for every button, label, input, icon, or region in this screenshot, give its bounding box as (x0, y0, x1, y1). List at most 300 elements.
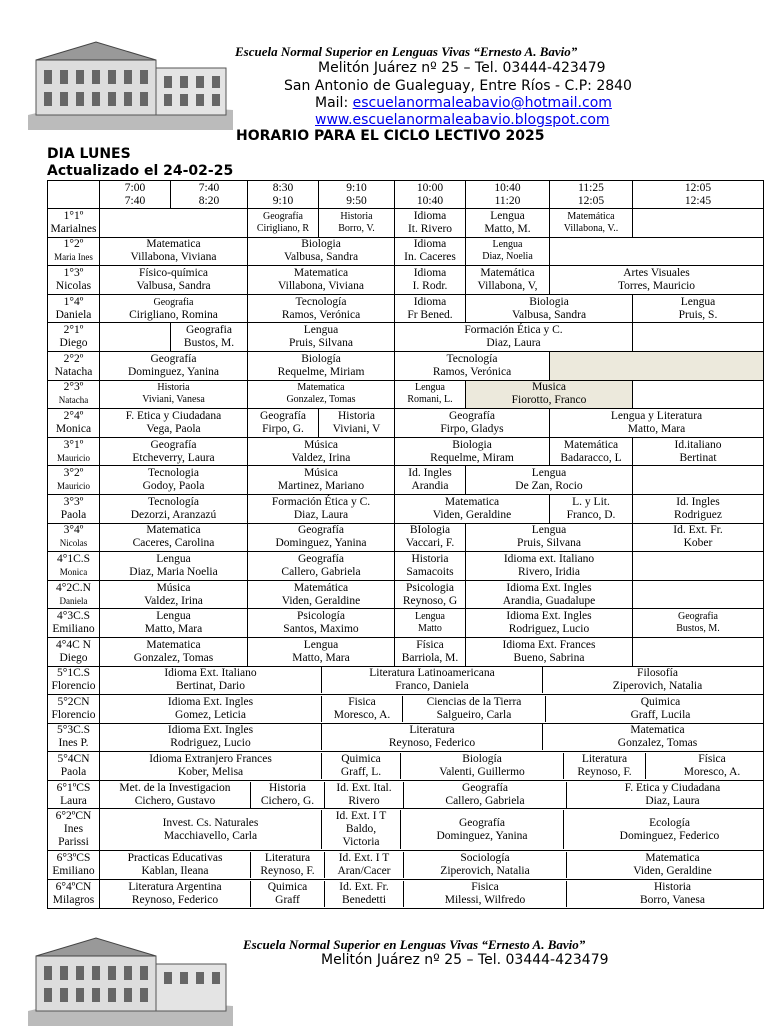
teacher: Ramos, Verónica (432, 365, 512, 378)
row-holder (100, 851, 764, 880)
day-heading (47, 146, 233, 180)
time-slot-header (550, 181, 633, 209)
subject: Geografia (678, 611, 718, 623)
teacher: Valbusa, Sandra (511, 308, 587, 321)
teacher: Villabona, V, (477, 279, 538, 292)
class-cell (646, 753, 764, 779)
subject: Formación Ética y C. (271, 495, 371, 508)
class-cell (395, 523, 466, 552)
course-cell (48, 209, 100, 238)
class-cell (248, 637, 395, 666)
teacher: Franco, Daniela (395, 680, 469, 693)
subject: Idioma Ext. Ingles (506, 581, 592, 594)
class-cell (248, 466, 395, 495)
class-cell (100, 266, 248, 295)
teacher: Cichero, G. (260, 794, 315, 807)
teacher: Romani, L. (407, 394, 453, 406)
class-cell (251, 852, 325, 878)
teacher: Torres, Mauricio (617, 279, 696, 292)
subject: Idioma Extranjero Frances (149, 753, 272, 766)
class-cell (550, 437, 633, 466)
class-cell (100, 323, 171, 352)
subject: Idioma Ext. Italiano (164, 667, 257, 680)
subject: Invest. Cs. Naturales (162, 816, 259, 829)
class-cell (322, 810, 401, 849)
subject: Id. Ext. Ital. (336, 781, 392, 794)
teacher: Viviani, Vanesa (142, 394, 205, 406)
preceptor-name: Florencio (51, 708, 96, 721)
subject: Matematica (293, 266, 349, 279)
teacher: Diaz, Laura (486, 337, 541, 350)
preceptor-name: Diego (59, 651, 88, 664)
teacher: Valdez, Irina (144, 594, 203, 607)
teacher: Matto, Mara (627, 422, 686, 435)
class-cell (248, 266, 395, 295)
class-cell (100, 523, 248, 552)
class-cell (395, 294, 466, 323)
class-cell (633, 323, 764, 352)
class-cell (248, 380, 395, 409)
teacher: Milessi, Wilfredo (444, 893, 526, 906)
class-cell (248, 552, 395, 581)
class-cell (100, 753, 322, 779)
subject: Matematica (645, 852, 700, 865)
subject: Matemática (293, 581, 349, 594)
slot-start: 10:40 (494, 181, 521, 194)
subject: Lengua (303, 324, 339, 337)
subject: Geografia (186, 324, 232, 337)
class-cell (248, 580, 395, 609)
class-cell (319, 209, 395, 238)
class-cell (564, 810, 764, 849)
class-cell (564, 753, 646, 779)
schedule-row (48, 380, 764, 409)
class-cell (633, 637, 764, 666)
class-cell (633, 294, 764, 323)
class-cell (567, 881, 764, 907)
subject: Ecología (649, 816, 690, 829)
course-cell (48, 294, 100, 323)
teacher: Callero, Gabriela (281, 565, 361, 578)
teacher: Vaccari, F. (405, 537, 455, 550)
course-code: 6°3ºCS (56, 852, 91, 865)
subject: Id.italiano (674, 438, 722, 451)
teacher: Fr Bened. (407, 308, 453, 321)
course-code: 3°2º (63, 467, 84, 480)
course-code: 5°3C.S (56, 724, 91, 737)
course-code: 4°4C N (56, 638, 91, 651)
schedule-row (48, 552, 764, 581)
course-cell (48, 466, 100, 495)
teacher: Rivero (348, 794, 380, 807)
teacher: Valdez, Irina (291, 451, 351, 464)
subject: Tecnologia (148, 467, 199, 480)
course-cell (48, 437, 100, 466)
class-cell (466, 552, 633, 581)
teacher: Arandia, Guadalupe (502, 594, 596, 607)
row-holder (100, 723, 764, 752)
mail-label: Mail: (315, 95, 353, 111)
subject: Idioma (413, 295, 447, 308)
slot-start: 10:00 (416, 181, 444, 194)
slot-end: 11:20 (494, 194, 521, 207)
class-cell (404, 852, 567, 878)
class-cell (100, 380, 248, 409)
preceptor-name: Monica (59, 566, 88, 577)
subject: Literatura (409, 724, 455, 737)
teacher: Cirigliano, Romina (129, 308, 218, 321)
class-cell (466, 266, 550, 295)
subject: Lengua (531, 524, 567, 537)
subject: Quimica (267, 880, 308, 893)
subject: Física (416, 638, 444, 651)
subject: Lengua (415, 611, 445, 623)
teacher: Viden, Geraldine (281, 594, 361, 607)
subject: Psicologia (406, 581, 454, 594)
teacher: Dezorzi, Aranzazú (130, 508, 217, 521)
subject: Lengua (680, 295, 716, 308)
footer-address: Melitón Juárez nº 25 – Tel. 03444-423479 (321, 952, 609, 968)
subject: Idioma Ext. Frances (502, 638, 596, 651)
course-code: 6°4ºCN (55, 880, 92, 893)
preceptor-name: Paola (60, 766, 87, 779)
subject: Id. Ext. Fr. (673, 524, 723, 537)
preceptor-name: Nicolas (55, 279, 92, 292)
class-cell (633, 380, 764, 409)
class-cell (401, 810, 564, 849)
class-cell (395, 409, 550, 438)
teacher: Badaracco, L (560, 451, 622, 464)
class-cell (550, 266, 764, 295)
teacher: It. Rivero (407, 222, 453, 235)
course-cell (48, 780, 100, 809)
teacher: Aran/Cacer (337, 865, 391, 878)
subject: Quimica (640, 695, 681, 708)
preceptor-name: Diego (59, 337, 88, 350)
subject: Historia (340, 210, 373, 222)
course-code: 4°2C.N (56, 581, 91, 594)
subject: Geografía (263, 210, 303, 222)
class-cell (633, 523, 764, 552)
course-cell (48, 351, 100, 380)
teacher: Dominguez, Federico (619, 829, 720, 842)
class-cell (567, 782, 764, 808)
row-inner (100, 881, 764, 907)
course-cell (48, 494, 100, 523)
course-code: 4°1C.S (56, 552, 91, 565)
subject: Idioma (413, 209, 447, 222)
teacher: Rodriguez, Lucio (170, 737, 251, 750)
class-cell (633, 209, 764, 238)
class-cell (395, 380, 466, 409)
teacher: Rodriguez, Lucio (508, 623, 590, 636)
schedule-row (48, 880, 764, 909)
subject: Biología (301, 352, 341, 365)
subject: Matematica (146, 638, 201, 651)
teacher: Gonzalez, Tomas (133, 651, 214, 664)
class-cell (322, 696, 403, 722)
subject: Tecnología (148, 495, 199, 508)
class-cell (550, 237, 764, 266)
subject: Música (304, 438, 338, 451)
teacher: Arandia (411, 480, 449, 493)
class-cell (100, 466, 248, 495)
class-cell (403, 696, 546, 722)
preceptor-name: Ines P. (58, 737, 89, 750)
subject: Geografía (462, 781, 508, 794)
row-holder (100, 809, 764, 851)
subject: Biologia (301, 238, 341, 251)
course-code: 3°1º (63, 438, 84, 451)
class-cell (248, 409, 319, 438)
schedule-row (48, 494, 764, 523)
class-cell (100, 724, 322, 750)
slot-end: 7:40 (124, 194, 146, 207)
subject: Geografía (150, 352, 197, 365)
subject: Geografía (459, 816, 505, 829)
teacher: Dominguez, Yanina (127, 365, 220, 378)
teacher: Reynoso, F. (260, 865, 315, 878)
time-header-row (48, 181, 764, 209)
teacher: Fiorotto, Franco (511, 394, 587, 407)
subject: Matematica (444, 495, 500, 508)
teacher: Diaz, Laura (645, 794, 700, 807)
class-cell (251, 881, 325, 907)
mail-link[interactable]: escuelanormaleabavio@hotmail.com (352, 95, 612, 111)
class-cell (100, 782, 251, 808)
teacher: Ziperovich, Natalia (440, 865, 530, 878)
teacher: Valenti, Guillermo (439, 766, 525, 779)
course-cell (48, 637, 100, 666)
school-name: Escuela Normal Superior en Lenguas Vivas “Ernesto A. Bavio” (235, 44, 578, 59)
subject: Biología (462, 753, 502, 766)
schedule-row (48, 209, 764, 238)
course-code: 2°1º (63, 324, 84, 337)
teacher: Requelme, Miram (430, 451, 514, 464)
class-cell (395, 552, 466, 581)
teacher: Macchiavello, Carla (163, 829, 258, 842)
subject: Artes Visuales (623, 266, 690, 279)
subject: F. Etica y Ciudadana (624, 781, 721, 794)
slot-start: 7:00 (124, 181, 146, 194)
day-label: DIA LUNES (47, 146, 131, 162)
teacher-2: Victoria (342, 836, 380, 849)
schedule-row (48, 723, 764, 752)
teacher: Valbusa, Sandra (283, 251, 359, 264)
preceptor-name: Ines (63, 823, 84, 836)
row-holder (100, 666, 764, 695)
teacher: Matto, Mara (144, 623, 203, 636)
class-cell (404, 881, 567, 907)
row-holder (100, 695, 764, 724)
time-slot-header (633, 181, 764, 209)
schedule-row (48, 437, 764, 466)
class-cell (100, 437, 248, 466)
slot-end: 12:45 (684, 194, 712, 207)
class-cell (251, 782, 325, 808)
row-inner (100, 782, 764, 808)
class-cell (395, 437, 550, 466)
subject: Historia (653, 880, 692, 893)
teacher: Viviani, V (332, 422, 381, 435)
class-cell (567, 852, 764, 878)
teacher: De Zan, Rocio (515, 480, 583, 493)
time-slot-header (248, 181, 319, 209)
class-cell (322, 753, 401, 779)
course-code: 2°4º (63, 409, 84, 422)
class-cell (100, 351, 248, 380)
schedule-row (48, 695, 764, 724)
preceptor-name: Laura (60, 794, 87, 807)
subject: Lengua y Literatura (610, 409, 703, 422)
slot-start: 7:40 (198, 181, 220, 194)
teacher: Matto (418, 623, 442, 635)
subject: Fisica (471, 880, 499, 893)
teacher: Dominguez, Yanina (436, 829, 528, 842)
course-code: 5°4CN (57, 753, 90, 766)
subject: Id. Ingles (676, 495, 720, 508)
class-cell (633, 580, 764, 609)
preceptor-name: Daniela (55, 308, 92, 321)
subject: Id. Ext. I T (338, 852, 390, 865)
subject: Físico-química (139, 266, 208, 279)
teacher: Pruis, Silvana (289, 337, 353, 350)
class-cell (466, 237, 550, 266)
slot-start: 12:05 (684, 181, 712, 194)
class-cell (100, 637, 248, 666)
row-inner (100, 753, 764, 779)
subject: Física (698, 753, 726, 766)
class-cell (543, 667, 764, 693)
subject: Lengua (531, 467, 567, 480)
class-cell (325, 852, 404, 878)
school-web (315, 112, 610, 128)
row-holder (100, 752, 764, 781)
preceptor-name: Mauricio (57, 452, 90, 463)
preceptor-name: Milagros (52, 893, 95, 906)
teacher: Pruis, Silvana (517, 537, 581, 550)
teacher: Gonzalez, Tomas (286, 394, 356, 406)
teacher: Gonzalez, Tomas (617, 737, 698, 750)
class-cell (100, 609, 248, 638)
class-cell (395, 266, 466, 295)
subject: Geografia (153, 296, 194, 308)
class-cell (319, 409, 395, 438)
teacher: Reynoso, Federico (131, 893, 219, 906)
subject: Historia (411, 552, 449, 565)
preceptor-name: Nicolas (59, 538, 88, 549)
course-cell (48, 323, 100, 352)
schedule-row (48, 637, 764, 666)
school-mail (315, 95, 612, 111)
course-cell (48, 851, 100, 880)
teacher: Bertinat, Dario (176, 680, 245, 693)
teacher: I. Rodr. (412, 279, 448, 292)
schedule-row (48, 266, 764, 295)
teacher: Salgueiro, Carla (436, 708, 512, 721)
subject: Matematica (146, 238, 201, 251)
schedule-row (48, 609, 764, 638)
class-cell (633, 466, 764, 495)
class-cell (395, 323, 633, 352)
subject: Psicología (297, 610, 345, 623)
subject: Geografía (150, 438, 197, 451)
subject: Musica (532, 381, 566, 394)
subject: Filosofía (637, 667, 678, 680)
class-cell (248, 237, 395, 266)
class-cell (466, 380, 633, 409)
course-cell (48, 695, 100, 724)
preceptor-name: Paola (60, 508, 87, 521)
teacher: Bertinat (679, 451, 717, 464)
teacher: Diaz, Laura (293, 508, 349, 521)
class-cell (404, 782, 567, 808)
course-cell (48, 723, 100, 752)
subject: Lengua (415, 382, 445, 394)
subject: Matemática (567, 210, 615, 222)
class-cell (395, 351, 550, 380)
subject: Historia (337, 409, 376, 422)
preceptor-name: Natacha (58, 395, 89, 406)
class-cell (100, 552, 248, 581)
subject: Historia (157, 382, 190, 394)
subject: Lengua (156, 610, 191, 623)
course-code: 1°3º (63, 266, 84, 279)
class-cell (100, 409, 248, 438)
teacher: Gomez, Leticia (175, 708, 246, 721)
class-cell (395, 609, 466, 638)
teacher: Matto, Mara (292, 651, 350, 664)
class-cell (248, 209, 319, 238)
updated-label: Actualizado el 24-02-25 (47, 163, 234, 179)
class-cell (322, 724, 543, 750)
preceptor-name: Emiliano (52, 623, 95, 636)
class-cell (466, 637, 633, 666)
class-cell (248, 494, 395, 523)
class-cell (325, 782, 404, 808)
teacher: Callero, Gabriela (445, 794, 525, 807)
teacher: Graff, Lucila (630, 708, 691, 721)
subject: Lengua (492, 239, 523, 251)
teacher: Dominguez, Yanina (275, 537, 367, 550)
course-code: 1°2º (63, 238, 84, 251)
teacher: Moresco, A. (333, 708, 391, 721)
course-cell (48, 237, 100, 266)
class-cell (100, 852, 251, 878)
subject: Idioma (413, 238, 447, 251)
course-code: 5°2CN (57, 695, 90, 708)
row-inner (100, 696, 764, 722)
subject: F. Etica y Ciudadana (125, 409, 222, 422)
subject: Id. Ingles (408, 467, 452, 480)
subject: Id. Ext. Fr. (339, 880, 389, 893)
web-link[interactable]: www.escuelanormaleabavio.blogspot.com (315, 112, 610, 128)
teacher: Samacoits (406, 565, 454, 578)
schedule-row (48, 851, 764, 880)
course-code: 1°4º (63, 295, 84, 308)
row-inner (100, 724, 764, 750)
class-cell (466, 523, 633, 552)
preceptor-name: Daniela (59, 595, 88, 606)
time-slot-header (171, 181, 248, 209)
preceptor-name: Natacha (54, 365, 93, 378)
subject: Música (304, 467, 338, 480)
teacher: Kober (683, 537, 713, 550)
course-cell (48, 609, 100, 638)
teacher: Valbusa, Sandra (136, 279, 211, 292)
teacher: Rivero, Iridia (518, 565, 580, 578)
teacher: Moresco, A. (683, 766, 741, 779)
